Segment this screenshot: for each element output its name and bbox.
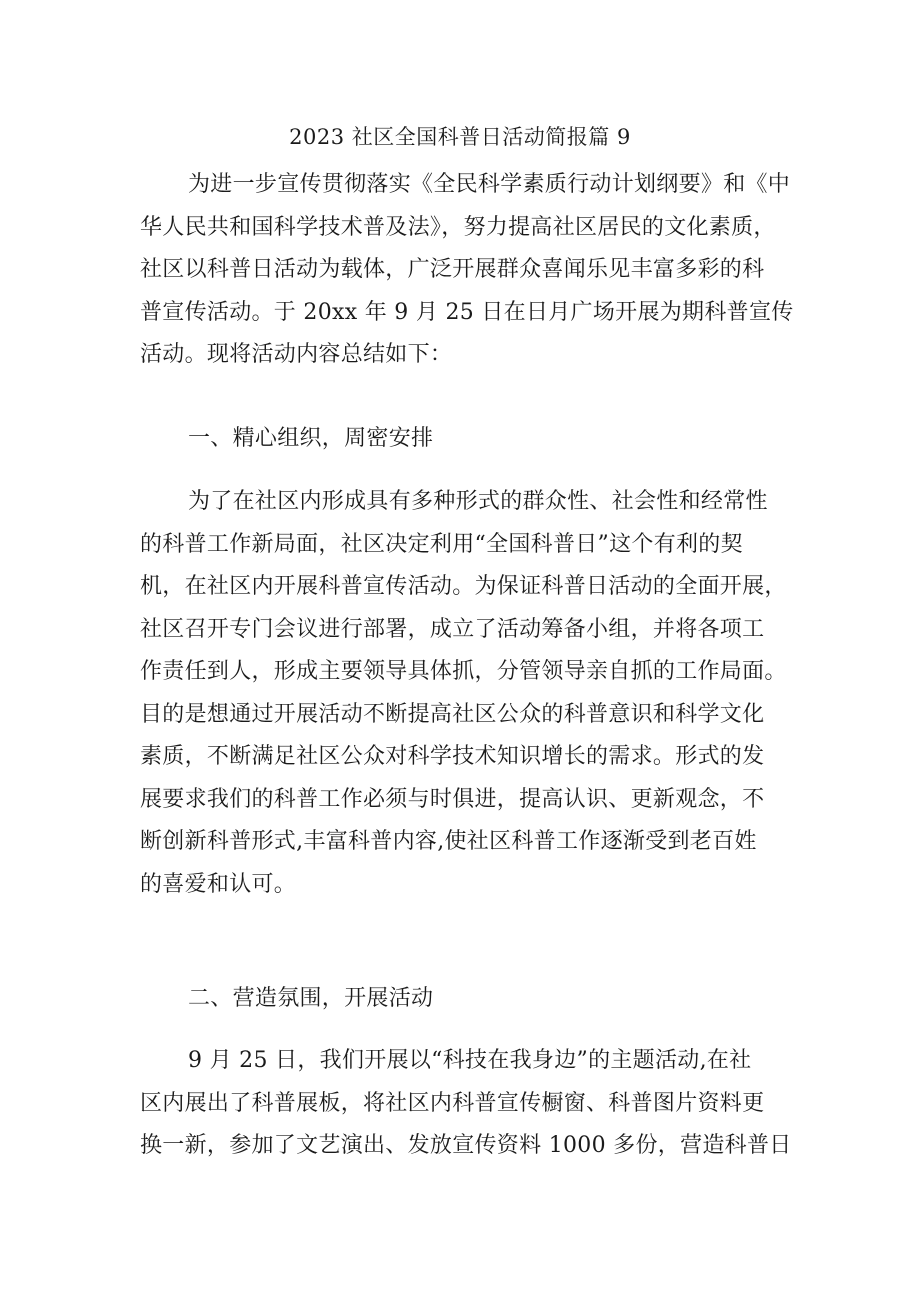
paragraph-line: 为进一步宣传贯彻落实《全民科学素质行动计划纲要》和《中 xyxy=(188,172,791,197)
paragraph-line: 机，在社区内开展科普宣传活动。为保证科普日活动的全面开展， xyxy=(140,574,787,599)
paragraph-line: 的喜爱和认可。 xyxy=(140,871,297,897)
paragraph-line: 9 月 25 日，我们开展以“科技在我身边”的主题活动,在社 xyxy=(188,1048,752,1073)
document-title: 2023 社区全国科普日活动简报篇 9 xyxy=(289,125,631,149)
section-heading-2 xyxy=(140,978,795,1021)
paragraph-line: 换一新，参加了文艺演出、发放宣传资料 1000 多份，营造科普日 xyxy=(140,1133,792,1158)
section-heading-text: 二、营造氛围，开展活动 xyxy=(188,986,434,1011)
paragraph-line: 为了在社区内形成具有多种形式的群众性、社会性和经常性 xyxy=(188,489,768,514)
section-heading-1 xyxy=(140,418,795,461)
section-heading-text: 一、精心组织，周密安排 xyxy=(188,426,434,451)
paragraph-line: 社区召开专门会议进行部署，成立了活动筹备小组，并将各项工 xyxy=(140,616,765,642)
intro-paragraph xyxy=(140,164,795,377)
paragraph-line: 社区以科普日活动为载体，广泛开展群众喜闻乐见丰富多彩的科 xyxy=(140,257,765,282)
paragraph-line: 普宣传活动。于 20xx 年 9 月 25 日在日月广场开展为期科普宣传 xyxy=(140,299,794,325)
paragraph-line: 展要求我们的科普工作必须与时俱进，提高认识、更新观念，不 xyxy=(140,786,765,812)
section-2-paragraph xyxy=(140,1040,795,1168)
paragraph-line: 的科普工作新局面，社区决定利用“全国科普日”这个有利的契 xyxy=(140,531,743,557)
paragraph-line: 华人民共和国科学技术普及法》，努力提高社区居民的文化素质， xyxy=(140,214,776,240)
paragraph-line: 作责任到人，形成主要领导具体抓，分管领导亲自抓的工作局面。 xyxy=(140,659,787,684)
paragraph-line: 素质，不断满足社区公众对科学技术知识增长的需求。形式的发 xyxy=(140,744,765,769)
section-1-paragraph xyxy=(140,481,795,906)
paragraph-line: 活动。现将活动内容总结如下： xyxy=(140,342,453,367)
paragraph-line: 区内展出了科普展板，将社区内科普宣传橱窗、科普图片资料更 xyxy=(140,1090,765,1116)
paragraph-line: 断创新科普形式,丰富科普内容,使社区科普工作逐渐受到老百姓 xyxy=(140,829,757,854)
paragraph-line: 目的是想通过开展活动不断提高社区公众的科普意识和科学文化 xyxy=(140,701,765,727)
